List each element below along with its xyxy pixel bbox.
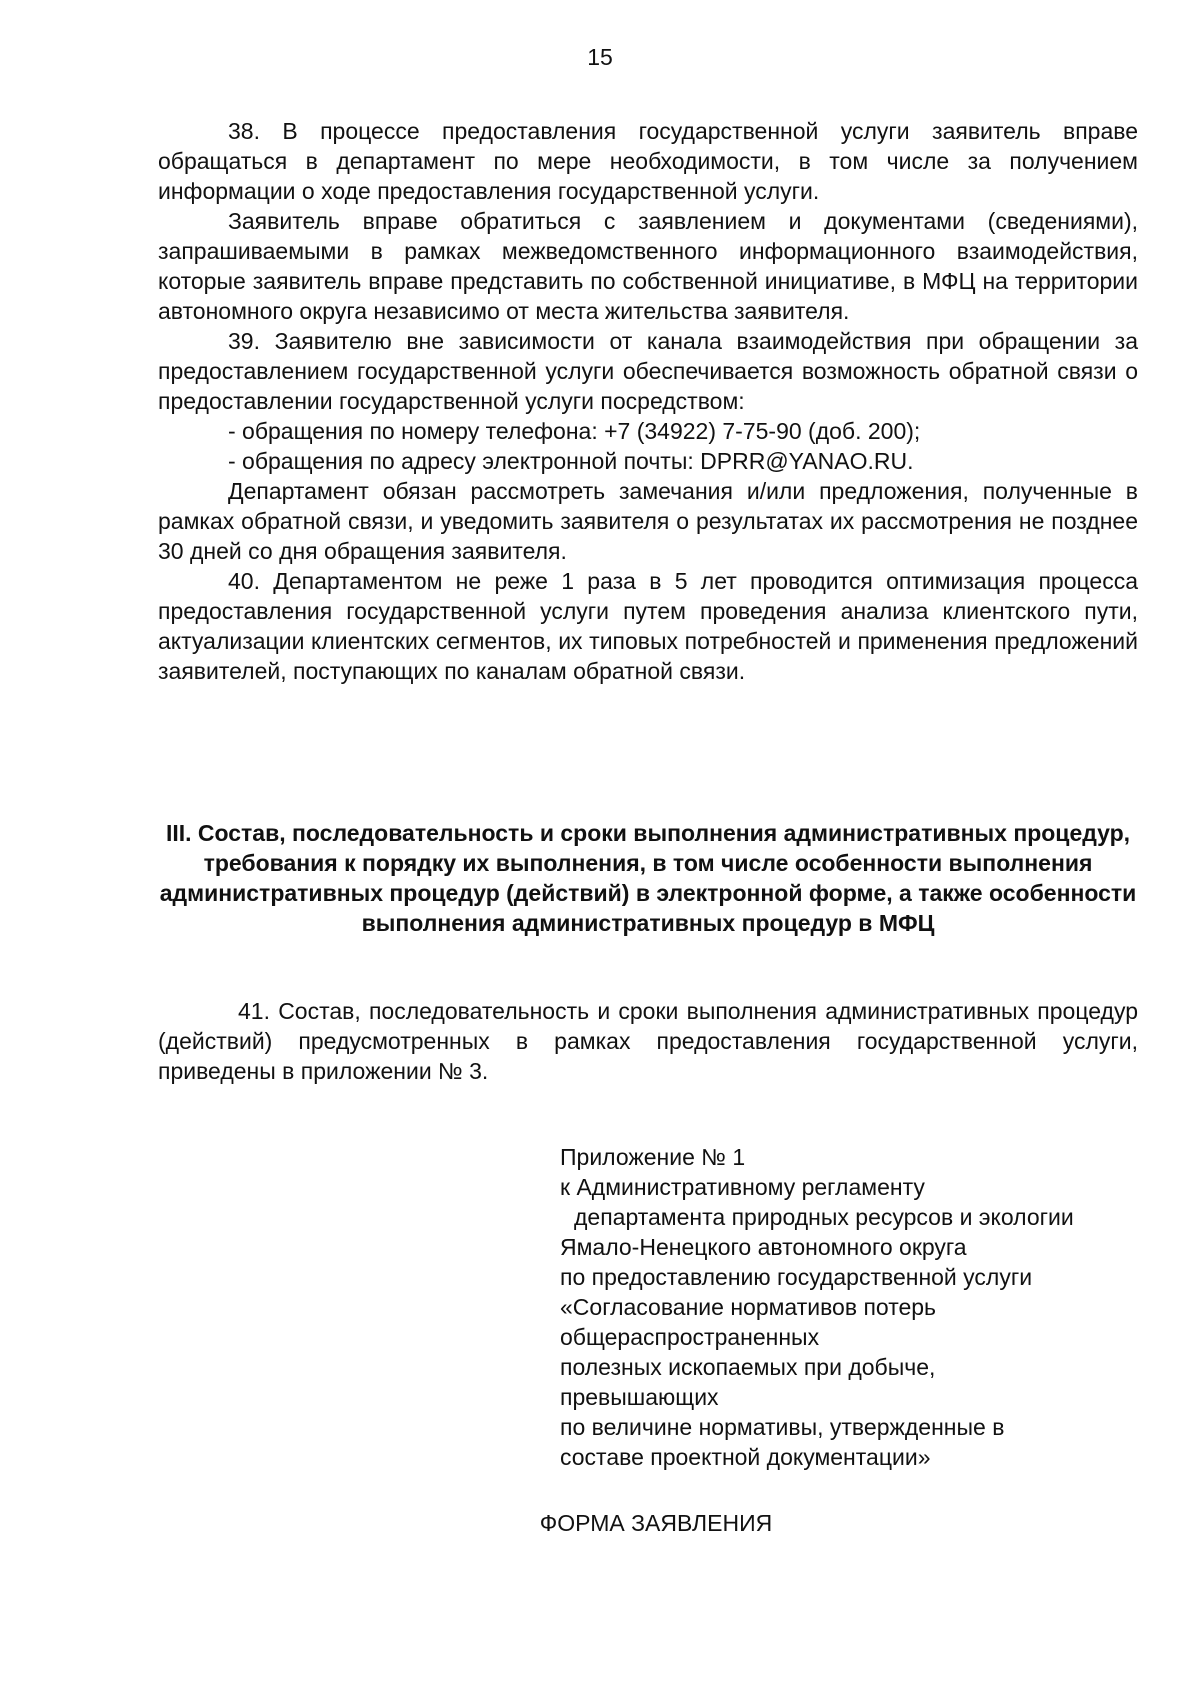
list-item-email: - обращения по адресу электронной почты: DPRR@YANAO.RU. bbox=[228, 448, 914, 474]
appendix-line: департамента природных ресурсов и экологии bbox=[574, 1204, 1074, 1230]
appendix-line: Приложение № 1 bbox=[560, 1144, 746, 1170]
paragraph-department-obligation: Департамент обязан рассмотреть замечания и/или предложения, полученные в рамках обратной связи, и уведомить заявителя о результатах их рассмотрения не позднее 30 дней со дня обращения заявителя. bbox=[158, 478, 1138, 564]
list-item-phone: - обращения по номеру телефона: +7 (34922) 7-75-90 (доб. 200); bbox=[228, 418, 921, 444]
appendix-line: превышающих bbox=[560, 1384, 719, 1410]
appendix-line: по предоставлению государственной услуги bbox=[560, 1264, 1033, 1290]
page-number: 15 bbox=[587, 44, 613, 70]
appendix-line: к Административному регламенту bbox=[560, 1174, 925, 1200]
main-text bbox=[158, 116, 1138, 686]
paragraph-38: 38. В процессе предоставления государственной услуги заявитель вправе обращаться в департамент по мере необходимости, в том числе за получением информации о ходе предоставления государственной услуги. bbox=[158, 118, 1138, 204]
paragraph-40: 40. Департаментом не реже 1 раза в 5 лет проводится оптимизация процесса предоставления государственной услуги путем проведения анализа клиентского пути, актуализации клиентских сегментов, их типовых потребностей и применения предложений заявителей, поступающих по каналам обратной связи. bbox=[158, 568, 1138, 684]
appendix-line: составе проектной документации» bbox=[560, 1444, 931, 1470]
paragraph-39: 39. Заявителю вне зависимости от канала взаимодействия при обращении за предоставлением государственной услуги обеспечивается возможность обратной связи о предоставлении государственной услуги посредством: bbox=[158, 328, 1138, 414]
form-title: ФОРМА ЗАЯВЛЕНИЯ bbox=[539, 1510, 773, 1536]
section-heading: III. Состав, последовательность и сроки выполнения административных процедур, требования к порядку их выполнения, в том числе особенности выполнения административных процедур (действий) в электронной форме, а также особенности выполнения административных процедур в МФЦ bbox=[159, 820, 1137, 936]
section-body bbox=[158, 996, 1138, 1086]
appendix-line: общераспространенных bbox=[560, 1324, 820, 1350]
paragraph-41: 41. Состав, последовательность и сроки выполнения административных процедур (действий) предусмотренных в рамках предоставления государственной услуги, приведены в приложении № 3. bbox=[158, 998, 1138, 1084]
appendix-line: по величине нормативы, утвержденные в bbox=[560, 1414, 1005, 1440]
paragraph-applicant-rights: Заявитель вправе обратиться с заявлением и документами (сведениями), запрашиваемыми в рамках межведомственного информационного взаимодействия, которые заявитель вправе представить по собственной инициативе, в МФЦ на территории автономного округа независимо от места жительства заявителя. bbox=[158, 208, 1138, 324]
appendix-line: «Согласование нормативов потерь bbox=[560, 1294, 937, 1320]
appendix-caption bbox=[560, 1142, 1160, 1472]
appendix-line: Ямало-Ненецкого автономного округа bbox=[560, 1234, 967, 1260]
appendix-line: полезных ископаемых при добыче, bbox=[560, 1354, 936, 1380]
